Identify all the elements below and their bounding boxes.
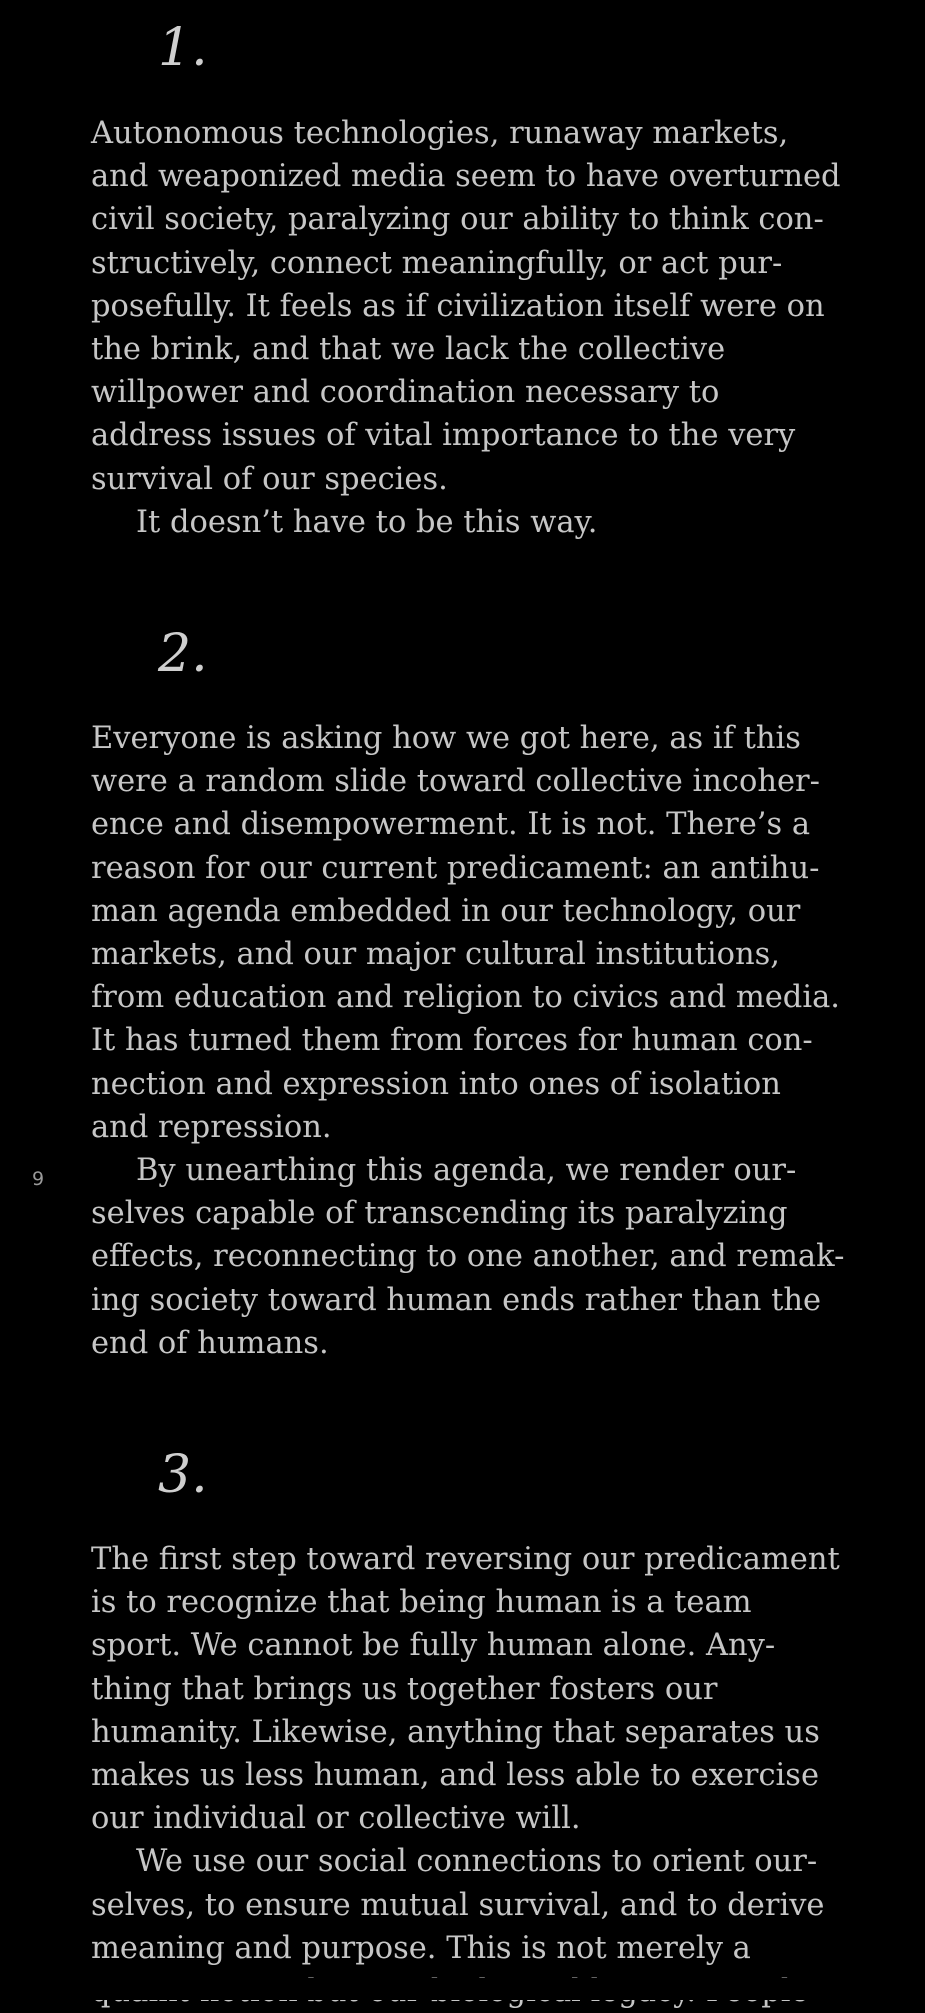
- section-1-line: civil society, paralyzing our ability to think con-: [91, 202, 824, 238]
- section-3-line: sport. We cannot be fully human alone. Any-: [91, 1628, 776, 1664]
- section-3-text: [91, 1538, 841, 2013]
- section-3-line: our individual or collective will.: [91, 1801, 581, 1837]
- section-2-line: and repression.: [91, 1109, 332, 1145]
- section-2-line: ence and disempowerment. It is not. There’s a: [91, 807, 810, 843]
- section-2-line: end of humans.: [91, 1325, 329, 1361]
- section-1-line: willpower and coordination necessary to: [91, 375, 720, 411]
- section-2-line: reason for our current predicament: an antihu-: [91, 850, 820, 886]
- section-3-number: 3.: [158, 1445, 208, 1505]
- section-2-line: By unearthing this agenda, we render our-: [136, 1153, 797, 1189]
- section-1-text: [91, 112, 841, 544]
- section-2-line: It has turned them from forces for human con-: [91, 1023, 813, 1059]
- section-2-line: from education and religion to civics and media.: [91, 980, 840, 1016]
- section-1-line: address issues of vital importance to the very: [91, 418, 796, 454]
- section-3-line: is to recognize that being human is a team: [91, 1585, 752, 1621]
- section-2-line: nection and expression into ones of isolation: [91, 1066, 781, 1102]
- section-3-line: selves, to ensure mutual survival, and to derive: [91, 1887, 825, 1923]
- section-2-line: were a random slide toward collective incoher-: [91, 764, 820, 800]
- section-2-line: Everyone is asking how we got here, as if this: [91, 721, 801, 756]
- page-number: 9: [32, 1168, 45, 1190]
- section-2-line: effects, reconnecting to one another, and remak-: [91, 1239, 845, 1275]
- bottom-crop-edge: [0, 1978, 925, 2000]
- section-1-line: survival of our species.: [91, 461, 448, 497]
- section-2-number: 2.: [158, 624, 208, 684]
- section-1-line: posefully. It feels as if civilization itself were on: [91, 288, 825, 324]
- section-3-line: makes us less human, and less able to exercise: [91, 1758, 819, 1794]
- section-1-number: 1.: [158, 18, 208, 78]
- section-2-text: [91, 717, 845, 1365]
- section-2-line: ing society toward human ends rather than the: [91, 1282, 822, 1318]
- section-1-line: structively, connect meaningfully, or act pur-: [91, 245, 783, 281]
- section-3-line: meaning and purpose. This is not merely a: [91, 1930, 751, 1966]
- section-1-line: and weaponized media seem to have overturned: [91, 159, 841, 195]
- section-3-line: The first step toward reversing our predicament: [91, 1542, 840, 1577]
- section-1-line: the brink, and that we lack the collective: [91, 332, 726, 368]
- section-1-line: Autonomous technologies, runaway markets,: [91, 116, 789, 151]
- section-2-line: markets, and our major cultural institutions,: [91, 937, 780, 973]
- section-3-line: We use our social connections to orient our-: [136, 1844, 818, 1880]
- section-1-line: It doesn’t have to be this way.: [136, 504, 598, 540]
- section-2-line: selves capable of transcending its paralyzing: [91, 1196, 788, 1232]
- section-2-line: man agenda embedded in our technology, our: [91, 893, 801, 929]
- section-3-line: humanity. Likewise, anything that separates us: [91, 1714, 820, 1750]
- section-3-line: thing that brings us together fosters our: [91, 1671, 718, 1707]
